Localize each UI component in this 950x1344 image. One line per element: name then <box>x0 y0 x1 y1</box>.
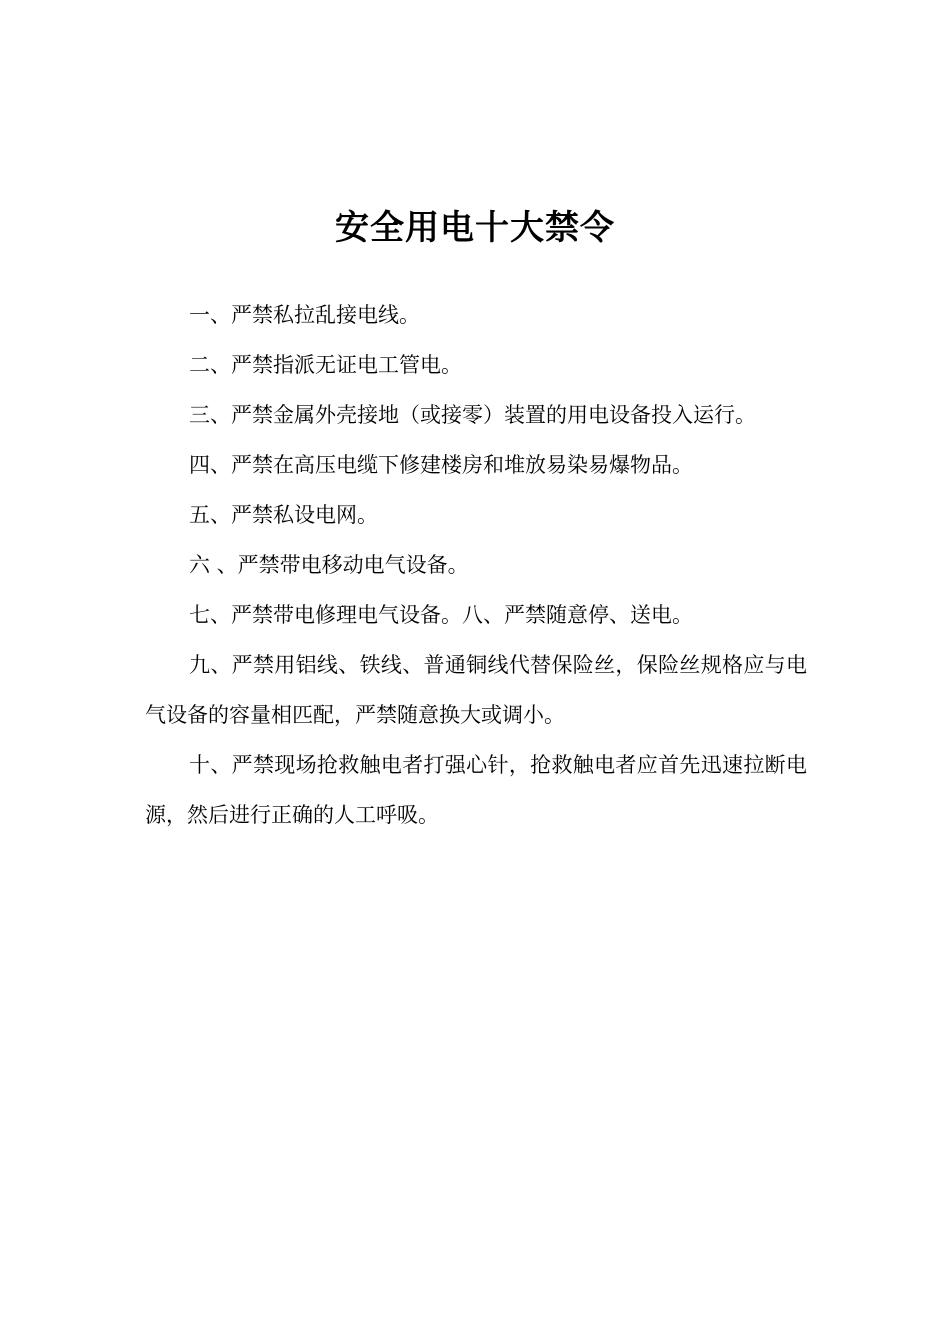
paragraph-1: 一、严禁私拉乱接电线。 <box>189 303 420 327</box>
document-title: 安全用电十大禁令 <box>335 208 615 248</box>
paragraph-9: 九、严禁用铝线、铁线、普通铜线代替保险丝，保险丝规格应与电气设备的容量相匹配，严禁随意换大或调小。 <box>145 653 807 727</box>
document-body <box>145 290 807 840</box>
paragraph-5: 五、严禁私设电网。 <box>189 503 378 527</box>
paragraph-6: 六 、严禁带电移动电气设备。 <box>189 553 469 577</box>
paragraph-4: 四、严禁在高压电缆下修建楼房和堆放易染易爆物品。 <box>189 453 693 477</box>
paragraph-2: 二、严禁指派无证电工管电。 <box>189 353 462 377</box>
paragraph-7: 七、严禁带电修理电气设备。八、严禁随意停、送电。 <box>189 603 693 627</box>
paragraph-3: 三、严禁金属外壳接地（或接零）装置的用电设备投入运行。 <box>189 403 756 427</box>
paragraph-10: 十、严禁现场抢救触电者打强心针，抢救触电者应首先迅速拉断电源，然后进行正确的人工呼吸。 <box>145 753 807 827</box>
